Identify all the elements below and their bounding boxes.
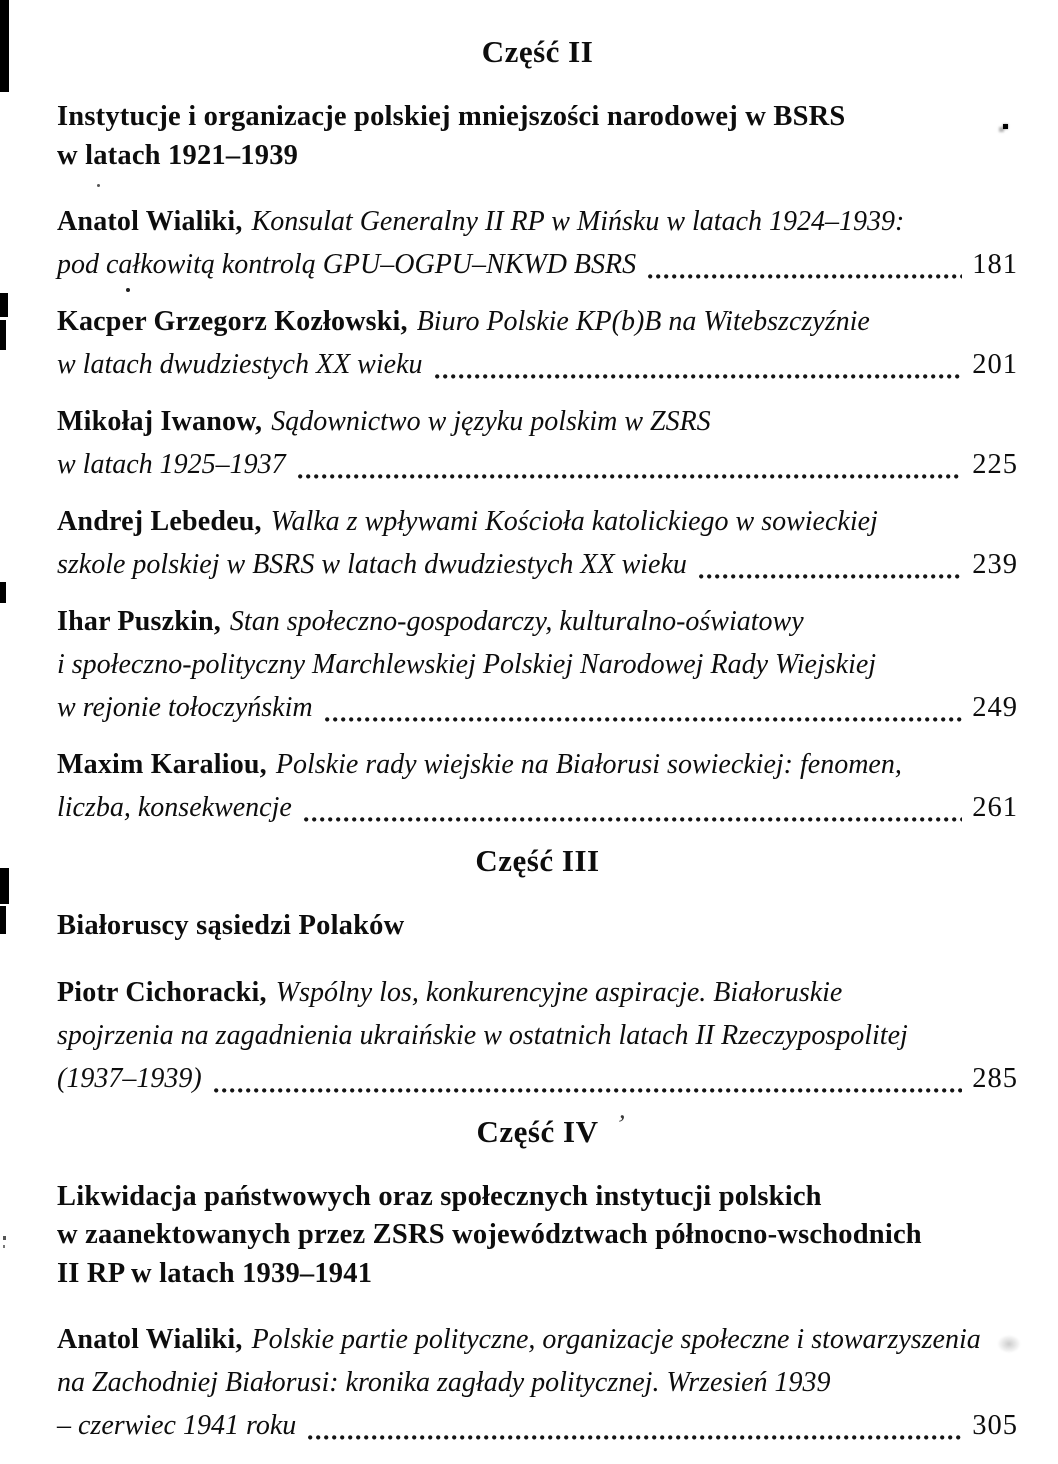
part-3-subject-heading xyxy=(57,907,1018,946)
toc-entry xyxy=(57,400,1018,486)
dot-leader xyxy=(435,374,963,379)
scan-speck xyxy=(1003,124,1008,129)
heading-line: II RP w latach 1939–1941 xyxy=(57,1257,373,1289)
entry-line: na Zachodniej Białorusi: kronika zagłady politycznej. Wrzesień 1939 xyxy=(57,1367,831,1398)
entry-line xyxy=(57,443,1018,486)
entry-author: Mikołaj Iwanow, xyxy=(57,406,263,437)
dot-leader xyxy=(699,574,962,579)
dot-leader xyxy=(304,817,962,822)
entry-author: Andrej Lebedeu, xyxy=(57,506,262,537)
heading-line: Białoruscy sąsiedzi Polaków xyxy=(57,910,405,941)
toc-entry xyxy=(57,1318,1018,1447)
heading-line: w latach 1921–1939 xyxy=(57,139,299,171)
page-number: 285 xyxy=(972,1062,1018,1094)
scan-artifact-left-bar xyxy=(0,0,9,92)
part-2-subject-heading xyxy=(57,98,1018,175)
page-number: 305 xyxy=(972,1410,1018,1441)
entry-line xyxy=(57,343,1018,386)
toc-entry xyxy=(57,500,1018,586)
entry-title: Walka z wpływami Kościoła katolickiego w sowieckiej xyxy=(270,506,878,537)
scan-speck-comma: , xyxy=(618,1093,629,1125)
toc-entry xyxy=(57,600,1018,729)
toc-entry xyxy=(57,971,1018,1100)
heading-line: Instytucje i organizacje polskiej mniejszości narodowej w BSRS xyxy=(57,101,846,132)
scan-artifact-left-bar xyxy=(0,906,6,934)
entry-title-continuation: w latach dwudziestych XX wieku xyxy=(57,349,423,380)
entry-title-continuation: szkole polskiej w BSRS w latach dwudziestych XX wieku xyxy=(57,549,687,580)
entry-line xyxy=(57,1404,1018,1447)
entry-author: Piotr Cichoracki, xyxy=(57,976,267,1008)
scan-artifact-left-bar xyxy=(0,582,6,603)
entry-title-continuation: pod całkowitą kontrolą GPU–OGPU–NKWD BSRS xyxy=(57,249,637,280)
page-number: 201 xyxy=(972,349,1018,380)
entry-title-continuation: w rejonie tołoczyńskim xyxy=(57,692,313,723)
entry-line xyxy=(57,243,1018,286)
scan-speck xyxy=(126,288,130,292)
entry-title: Konsulat Generalny II RP w Mińsku w latach 1924–1939: xyxy=(251,206,905,237)
page-number: 261 xyxy=(972,792,1018,823)
entry-title: Stan społeczno-gospodarczy, kulturalno-oświatowy xyxy=(229,606,804,637)
entry-line: spojrzenia na zagadnienia ukraińskie w ostatnich latach II Rzeczypospolitej xyxy=(57,1019,908,1051)
scan-smudge xyxy=(996,1334,1022,1354)
entry-line xyxy=(57,971,1018,1014)
entry-author: Kacper Grzegorz Kozłowski, xyxy=(57,306,408,337)
entry-line xyxy=(57,500,1018,543)
dot-leader xyxy=(648,274,962,279)
entry-line xyxy=(57,686,1018,729)
entry-line xyxy=(57,786,1018,829)
entry-author: Maxim Karaliou, xyxy=(57,749,267,780)
scan-artifact-left-bar xyxy=(0,293,8,317)
entry-author: Anatol Wialiki, xyxy=(57,1324,243,1355)
entry-line xyxy=(57,543,1018,586)
scan-speck xyxy=(97,184,100,187)
entry-title-continuation: w latach 1925–1937 xyxy=(57,449,286,480)
entry-title-continuation: (1937–1939) xyxy=(57,1062,202,1094)
toc-entry xyxy=(57,200,1018,286)
entry-line xyxy=(57,300,1018,343)
part-2-title: Część II xyxy=(481,34,594,69)
toc-entry xyxy=(57,743,1018,829)
heading-line: w zaanektowanych przez ZSRS województwach północno-wschodnich xyxy=(57,1219,922,1250)
entry-author: Ihar Puszkin, xyxy=(57,606,221,637)
dot-leader xyxy=(325,717,963,722)
entry-author: Anatol Wialiki, xyxy=(57,206,243,237)
part-4-subject-heading xyxy=(57,1178,1018,1294)
page-number: 181 xyxy=(972,249,1018,280)
scan-artifact-left-bar xyxy=(0,868,9,904)
entry-line xyxy=(57,600,1018,643)
entry-title: Sądownictwo w języku polskim w ZSRS xyxy=(271,406,711,437)
dot-leader xyxy=(214,1088,963,1093)
page-number: 249 xyxy=(972,692,1018,723)
entry-line xyxy=(57,743,1018,786)
entry-title: Biuro Polskie KP(b)B na Witebszczyźnie xyxy=(416,306,870,337)
toc-part-3 xyxy=(57,843,1018,1100)
scan-speck xyxy=(3,1236,6,1240)
page-number: 225 xyxy=(972,449,1018,480)
toc-part-4 xyxy=(57,1114,1018,1448)
part-3-title: Część III xyxy=(475,843,600,878)
dot-leader xyxy=(298,474,963,479)
entry-title-continuation: liczba, konsekwencje xyxy=(57,792,292,823)
page-number: 239 xyxy=(972,549,1018,580)
entry-line xyxy=(57,1057,1018,1100)
entry-title: Wspólny los, konkurencyjne aspiracje. Białoruskie xyxy=(275,976,843,1008)
toc-entry xyxy=(57,300,1018,386)
entry-line xyxy=(57,200,1018,243)
scan-artifact-left-bar xyxy=(0,320,6,350)
entry-title: Polskie partie polityczne, organizacje społeczne i stowarzyszenia xyxy=(251,1324,981,1355)
entry-title-continuation: – czerwiec 1941 roku xyxy=(57,1410,297,1441)
toc-part-2 xyxy=(57,34,1018,829)
entry-line xyxy=(57,400,1018,443)
entry-title: Polskie rady wiejskie na Białorusi sowieckiej: fenomen, xyxy=(275,749,902,780)
part-4-title: Część IV xyxy=(476,1113,599,1149)
heading-line: Likwidacja państwowych oraz społecznych instytucji polskich xyxy=(57,1180,822,1212)
dot-leader xyxy=(308,1435,962,1440)
entry-line: i społeczno-polityczny Marchlewskiej Polskiej Narodowej Rady Wiejskiej xyxy=(57,649,877,680)
scan-speck xyxy=(3,1245,5,1248)
entry-line xyxy=(57,1318,1018,1361)
